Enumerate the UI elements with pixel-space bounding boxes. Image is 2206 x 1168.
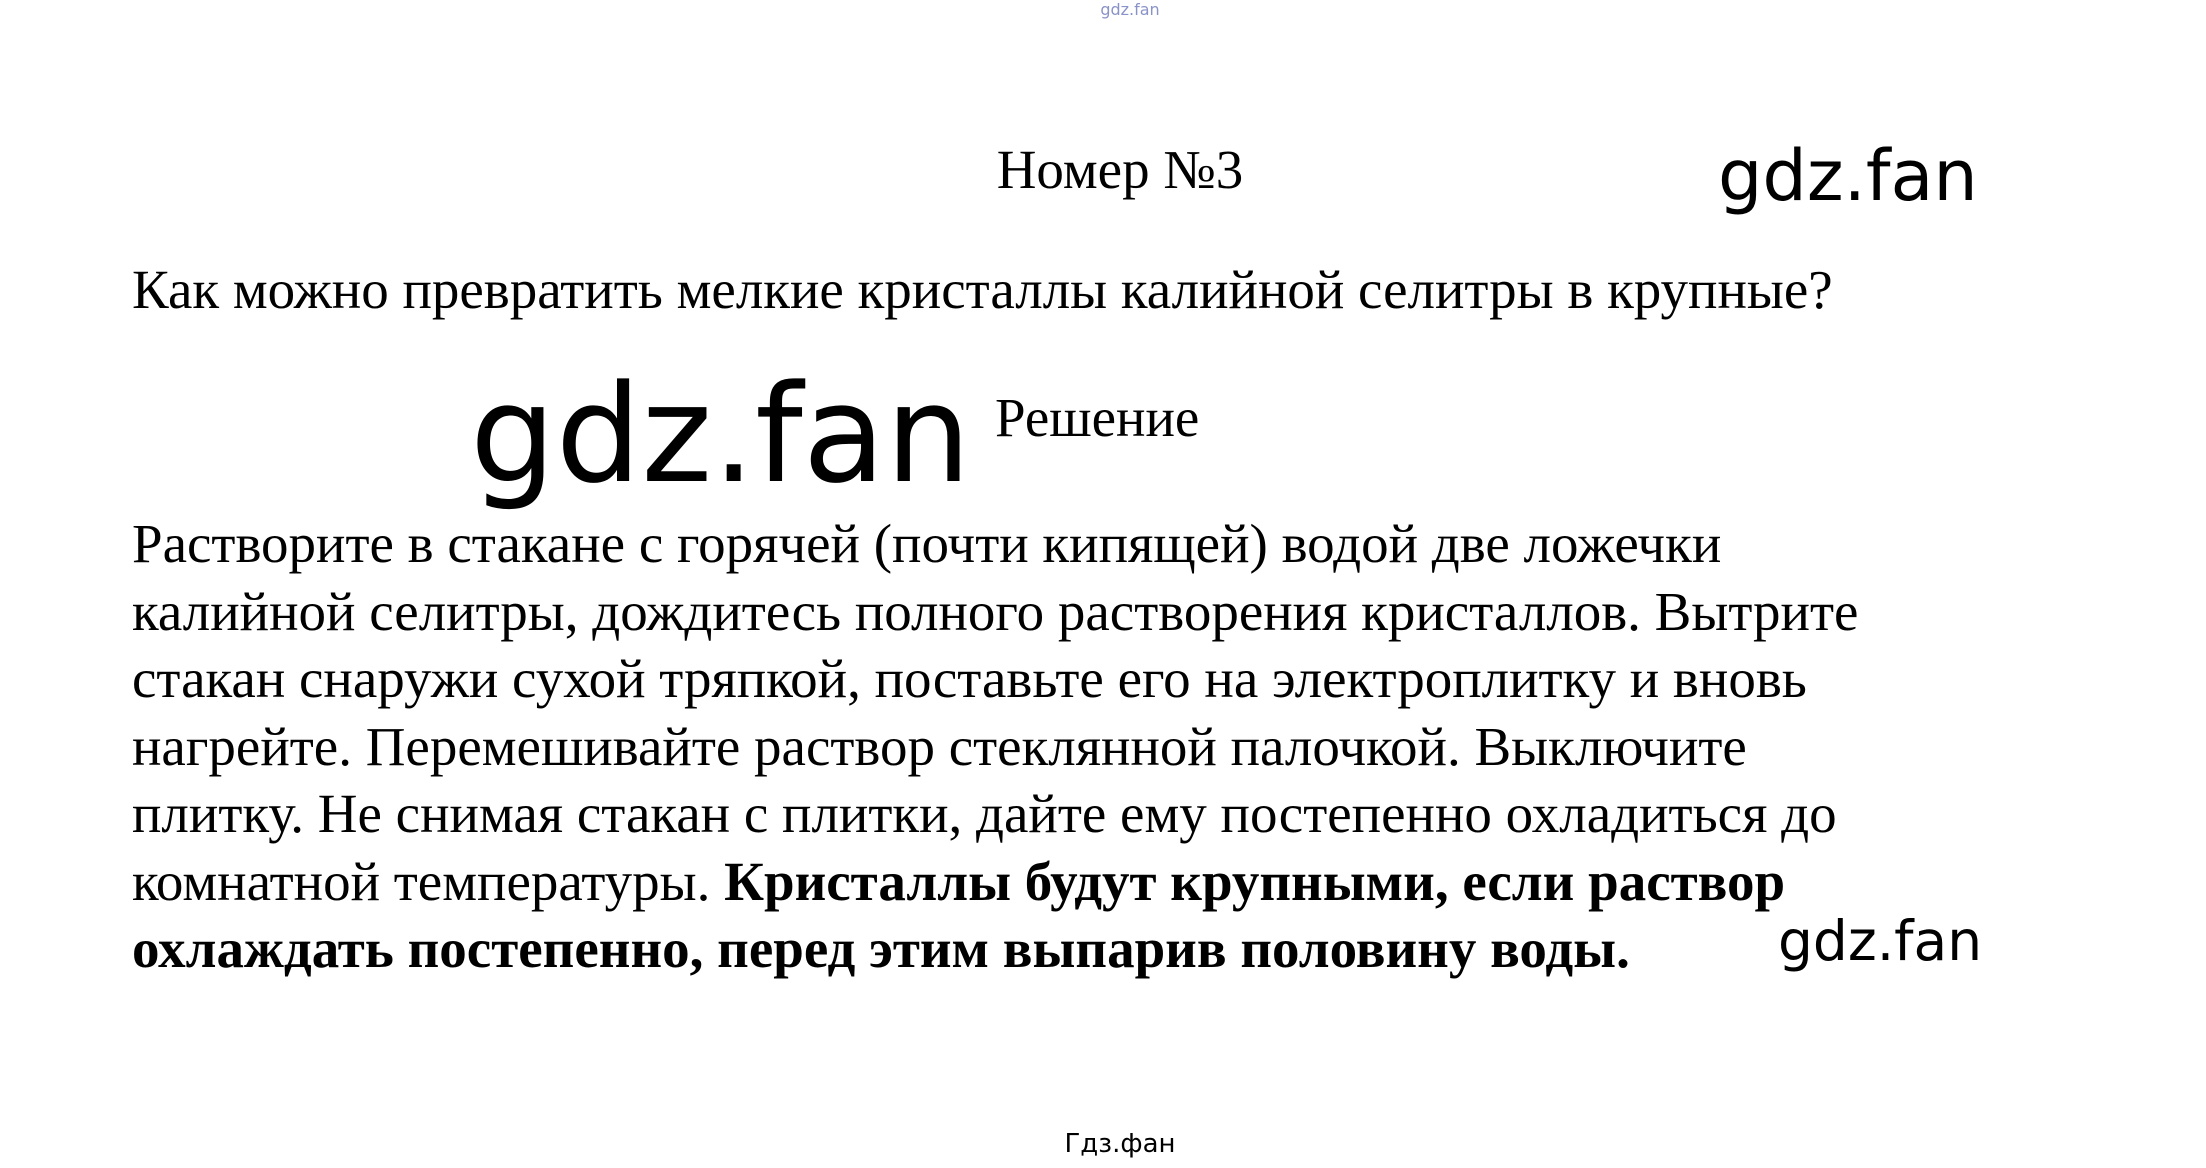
- watermark-large: gdz.fan: [470, 356, 971, 513]
- solution-heading: Решение: [995, 387, 1200, 448]
- top-watermark: gdz.fan: [1100, 0, 1160, 19]
- answer-line-regular-part: комнатной температуры.: [132, 850, 711, 912]
- answer-line-mixed: [132, 848, 2032, 916]
- answer-conclusion-part-1: Кристаллы будут крупными, если раствор: [724, 850, 1786, 912]
- answer-line: нагрейте. Перемешивайте раствор стеклянной палочкой. Выключите: [132, 715, 1747, 777]
- answer-line: плитку. Не снимая стакан с плитки, дайте ему постепенно охладиться до: [132, 783, 1837, 844]
- answer-line: Растворите в стакане с горячей (почти кипящей) водой две ложечки: [132, 513, 1722, 574]
- answer-line: стакан снаружи сухой тряпкой, поставьте его на электроплитку и вновь: [132, 648, 1807, 709]
- watermark-inline: gdz.fan: [1778, 909, 1983, 973]
- watermark-top-right: gdz.fan: [1718, 135, 1978, 217]
- answer-line-bold: [132, 915, 2032, 983]
- question-text: Как можно превратить мелкие кристаллы калийной селитры в крупные?: [132, 259, 1833, 320]
- page-title: Номер №3: [996, 139, 1244, 200]
- answer-conclusion-part-2: охлаждать постепенно, перед этим выпарив половину воды.: [132, 918, 1630, 979]
- answer-text: [132, 510, 2032, 983]
- answer-line: калийной селитры, дождитесь полного растворения кристаллов. Вытрите: [132, 580, 1859, 642]
- footer-text: Гдз.фан: [1064, 1129, 1176, 1159]
